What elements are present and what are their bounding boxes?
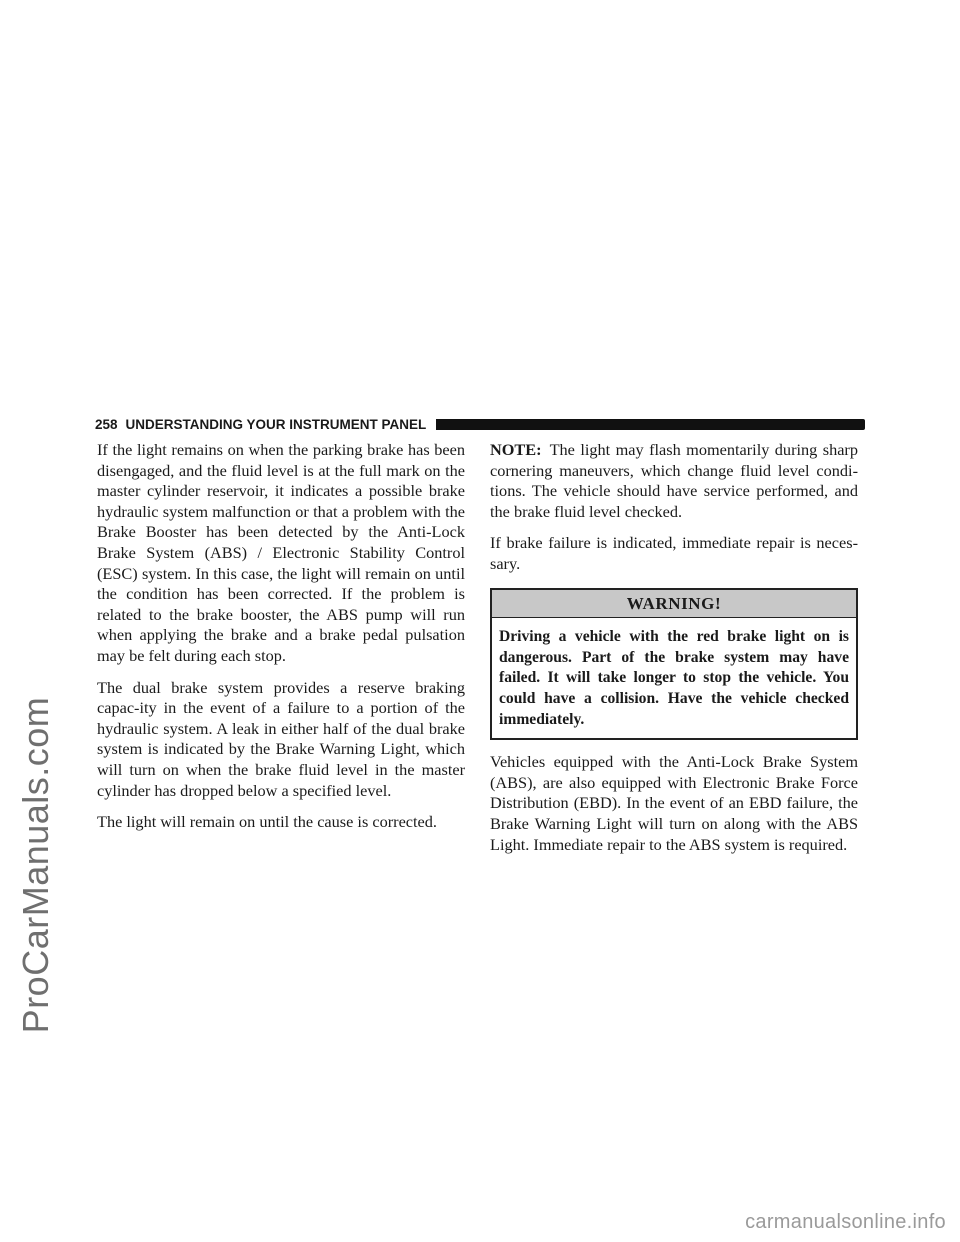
paragraph-parking-brake: If the light remains on when the parking brake has been disengaged, and the fluid level is at the full mark on the master cylinder reservoir, it indicates a possible brake hydraulic system malfunction or that a problem with the Brake Booster has been detected by the Anti-Lock Brake System (ABS) / Electronic Stability Control (ESC) system. In this case, the light will remain on until the condition has been corrected. If the problem is related to the brake booster, the ABS pump will run when applying the brake and a brake pedal pulsation may be felt during each stop. [97,440,465,665]
warning-body: Driving a vehicle with the red brake light on is dangerous. Part of the brake system may have failed. It will take longer to stop the vehicle. You could have a collision. Have the vehicle checked immediately. [499,628,849,728]
note-text: The light may flash momentarily during sharp cornering maneuvers, which change fluid level condi-tions. The vehicle should have service performed, and the brake fluid level checked. [490,440,858,521]
side-watermark [6,490,66,1240]
paragraph-ebd: Vehicles equipped with the Anti-Lock Brake System (ABS), are also equipped with Electronic Brake Force Distribution (EBD). In the event of an EBD failure, the Brake Warning Light will turn on along with the ABS Light. Immediate repair to the ABS system is required. [490,752,858,854]
paragraph-dual-brake-system: The dual brake system provides a reserve braking capac-ity in the event of a failure to a portion of the hydraulic system. A leak in either half of the dual brake system is indicated by the Brake Warning Light, which will turn on when the brake fluid level in the master cylinder has dropped below a specified level. [97,677,465,800]
paragraph-light-remains-on: The light will remain on until the cause is corrected. [97,812,437,832]
note-label: NOTE: [490,440,542,459]
warning-title: WARNING! [492,590,856,619]
right-column [490,440,858,866]
header-rule [436,419,865,430]
warning-box [490,588,858,741]
left-column [97,440,465,844]
footer-watermark: carmanualsonline.info [745,1211,946,1233]
page-header [95,414,865,434]
paragraph-brake-failure: If brake failure is indicated, immediate repair is neces-sary. [490,533,858,573]
section-title: UNDERSTANDING YOUR INSTRUMENT PANEL [125,416,427,432]
side-watermark-text: ProCarManuals.com [15,696,56,1034]
page-number: 258 [95,416,118,432]
note-paragraph [490,440,858,522]
